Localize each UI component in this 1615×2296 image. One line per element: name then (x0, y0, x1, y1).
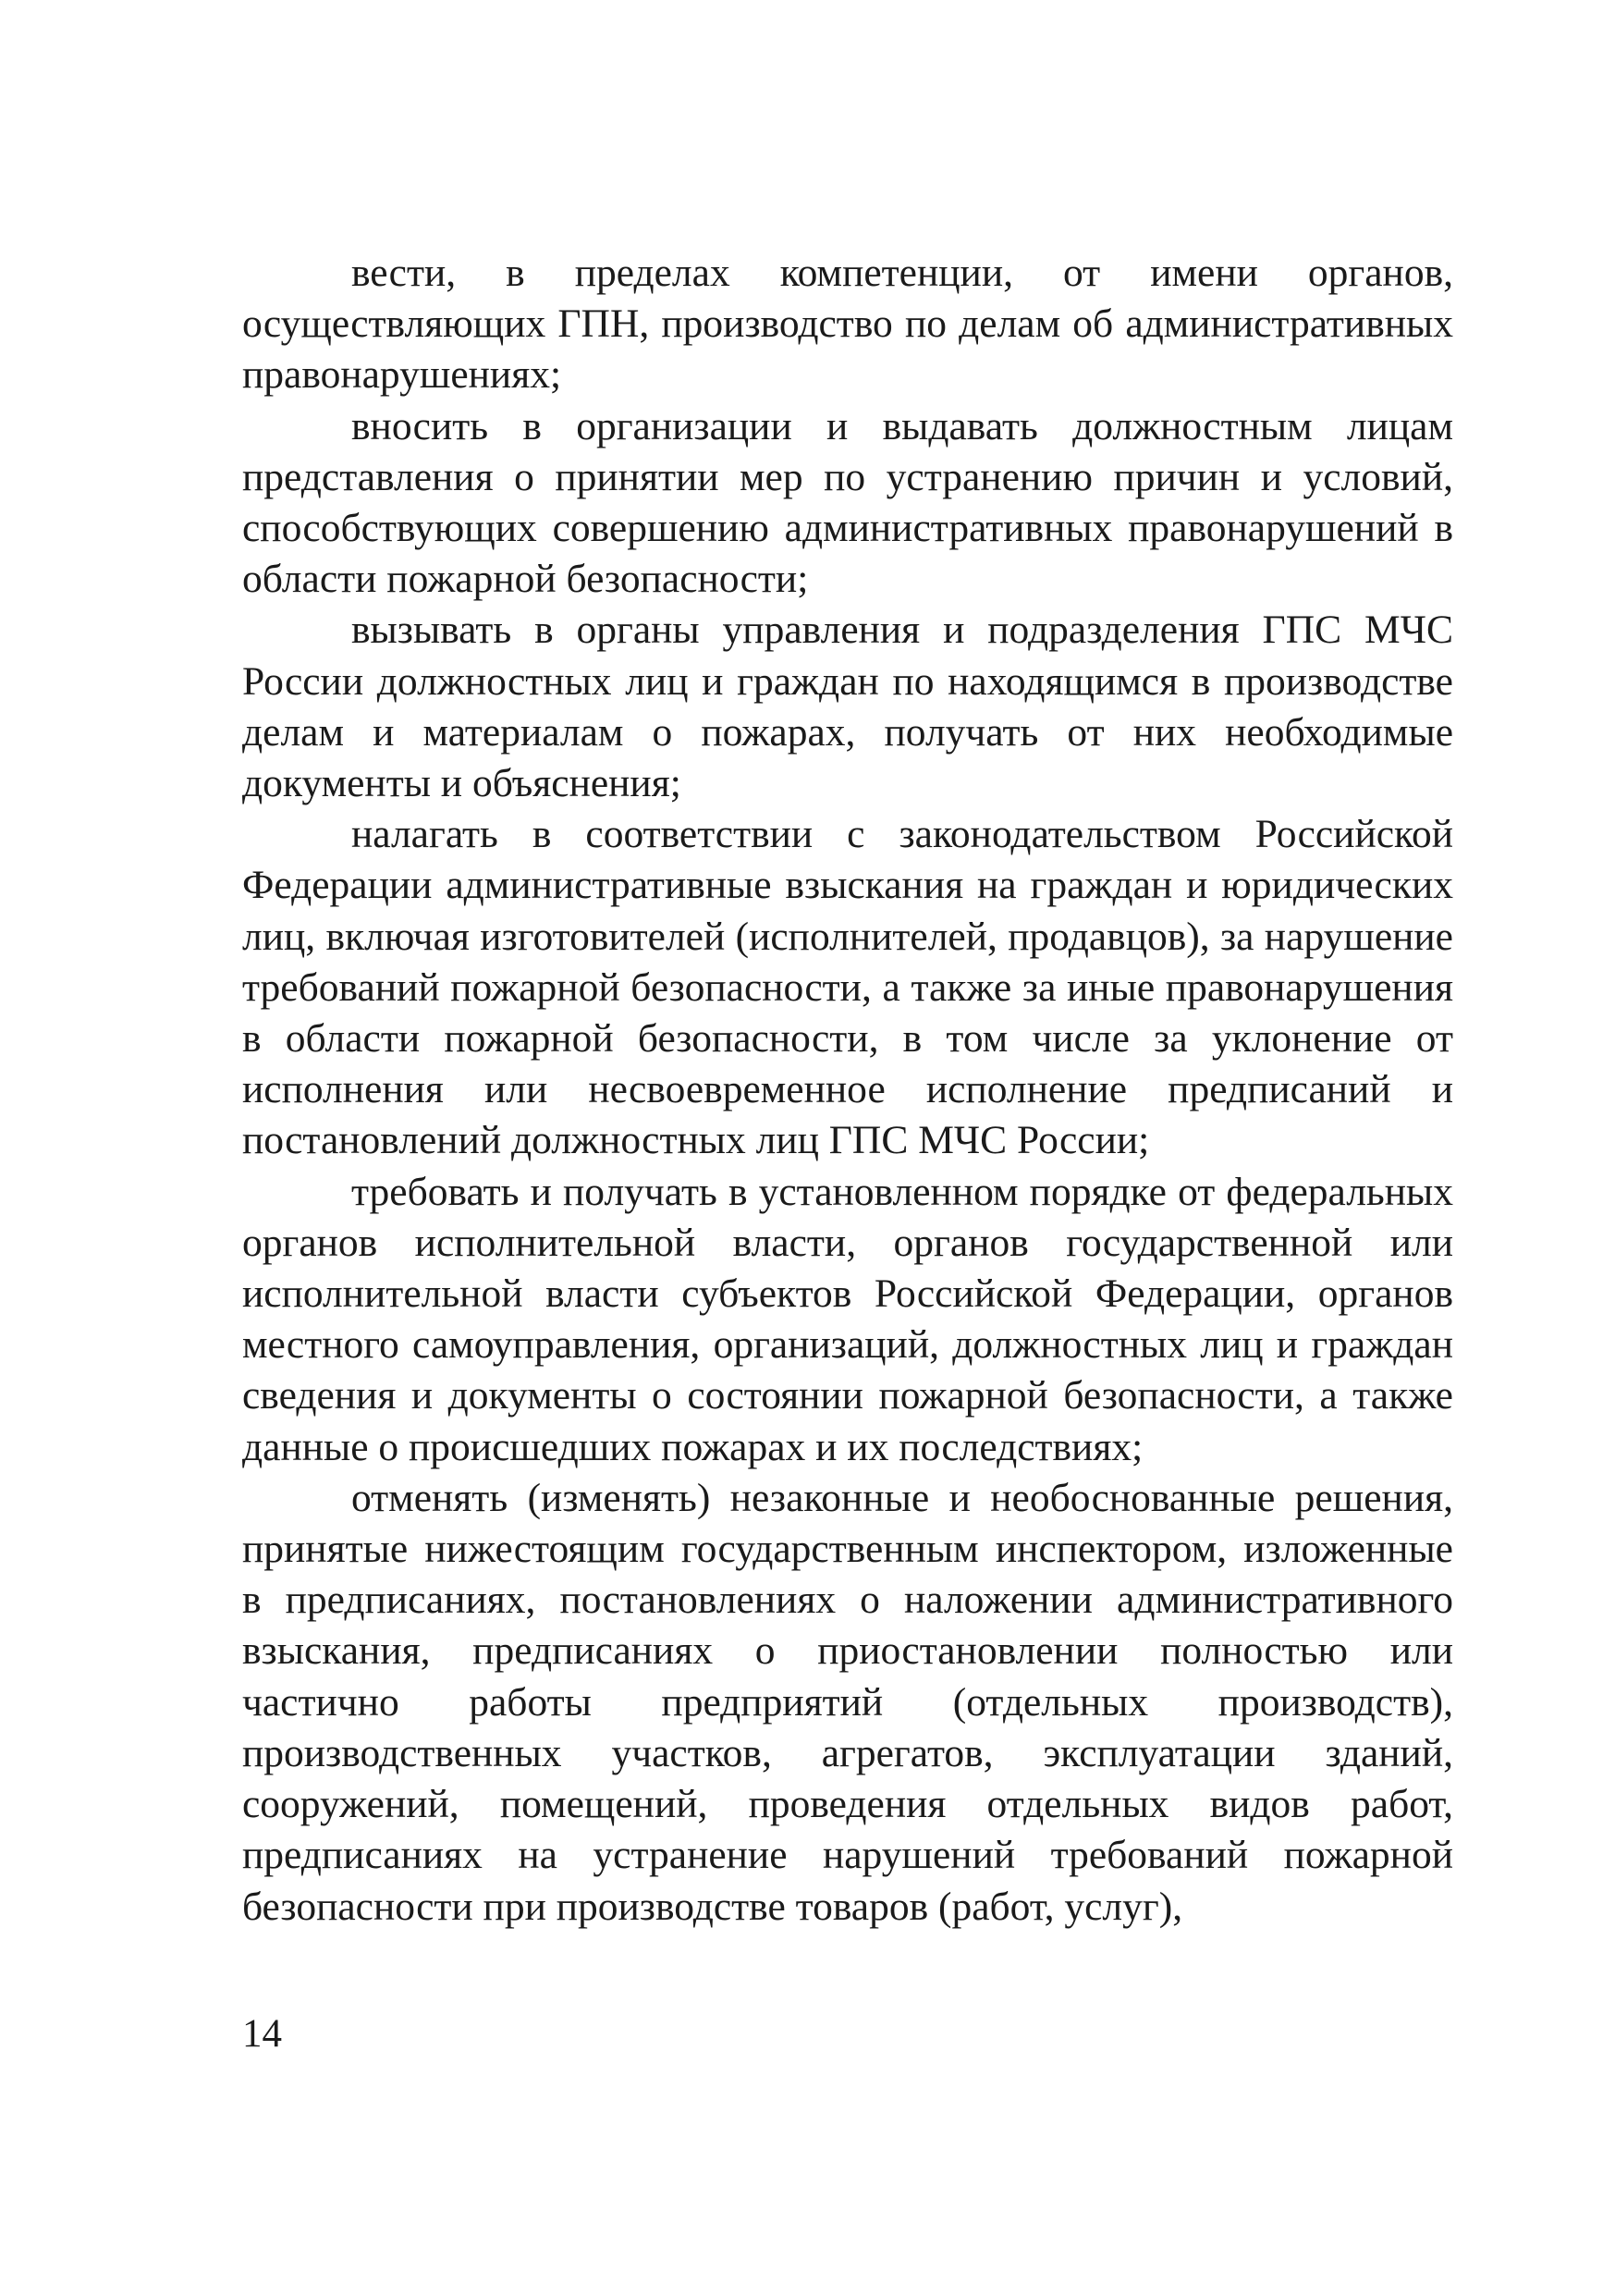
paragraph-summon-officials: вызывать в органы управления и подразделения ГПС МЧС России должностных лиц и граждан по находящимся в производстве делам и материалам о пожарах, получать от них необходимые документы и объяснения; (242, 608, 1453, 806)
body-text (242, 248, 1453, 1933)
paragraph-conduct-proceedings: вести, в пределах компетенции, от имени органов, осуществляющих ГПН, производство по делам об административных правонарушениях; (242, 251, 1453, 398)
paragraph-request-information: требовать и получать в установленном порядке от федеральных органов исполнительной власти, органов государственной или исполнительной власти субъектов Российской Федерации, органов местного самоуправления, организаций, должностных лиц и граждан сведения и документы о состоянии пожарной безопасности, а также данные о происшедших пожарах и их последствиях; (242, 1169, 1453, 1469)
paragraph-submit-representations: вносить в организации и выдавать должностным лицам представления о принятии мер по устранению причин и условий, способствующих совершению административных правонарушений в области пожарной безопасности; (242, 403, 1453, 602)
page-number: 14 (242, 2012, 282, 2056)
paragraph-cancel-decisions: отменять (изменять) незаконные и необоснованные решения, принятые нижестоящим государственным инспектором, изложенные в предписаниях, постановлениях о наложении административного взыскания, предписаниях о приостановлении полностью или частично работы предприятий (отдельных производств), производственных участков, агрегатов, эксплуатации зданий, сооружений, помещений, проведения отдельных видов работ, предписаниях на устранение нарушений требований пожарной безопасности при производстве товаров (работ, услуг), (242, 1475, 1453, 1929)
paragraph-impose-penalties: налагать в соответствии с законодательством Российской Федерации административные взыскания на граждан и юридических лиц, включая изготовителей (исполнителей, продавцов), за нарушение требований пожарной безопасности, а также за иные правонарушения в области пожарной безопасности, в том числе за уклонение от исполнения или несвоевременное исполнение предписаний и постановлений должностных лиц ГПС МЧС России; (242, 812, 1453, 1163)
